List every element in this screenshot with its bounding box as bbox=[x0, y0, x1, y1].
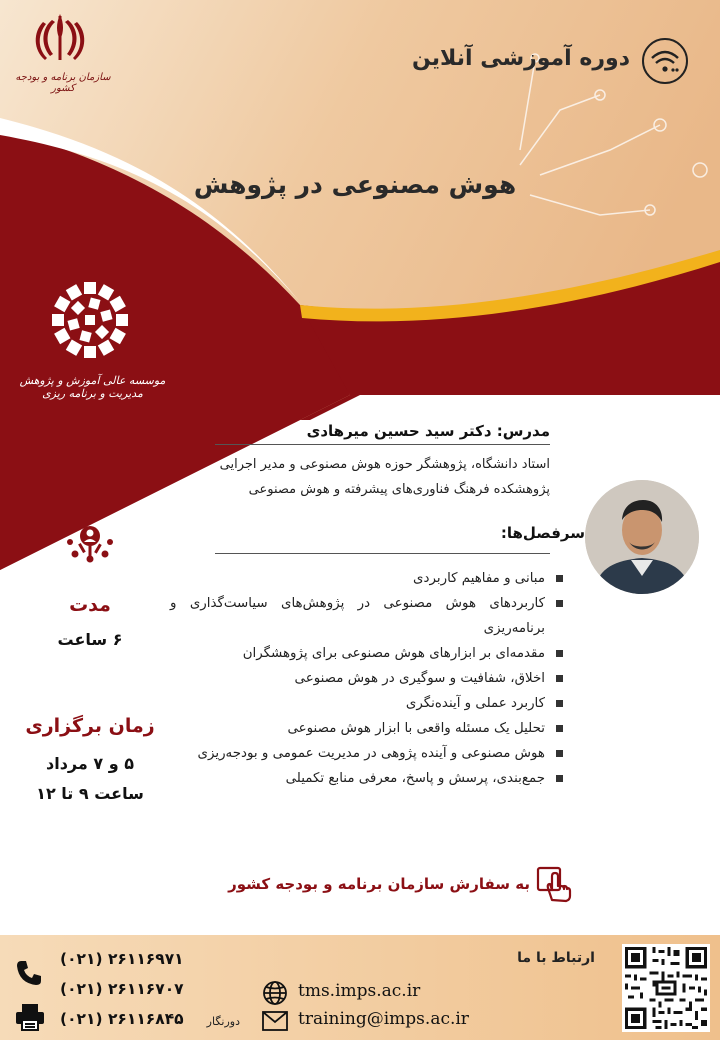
instructor-bio-line2: پژوهشکده فرهنگ فناوری‌های پیشرفته و هوش مصنوعی bbox=[248, 482, 550, 497]
list-item: اخلاق، شفافیت و سوگیری در هوش مصنوعی bbox=[170, 666, 565, 691]
phone-number-1[interactable]: (۰۲۱) ۲۶۱۱۶۹۷۱ bbox=[60, 950, 184, 968]
duration-label: مدت bbox=[69, 594, 111, 616]
hand-touch-icon bbox=[534, 864, 574, 904]
list-item: مقدمه‌ای بر ابزارهای هوش مصنوعی برای پژوهشگران bbox=[170, 641, 565, 666]
instructor-bio-line1: استاد دانشگاه، پژوهشگر حوزه هوش مصنوعی و مدیر اجرایی bbox=[219, 457, 550, 472]
qr-code-icon[interactable] bbox=[622, 944, 710, 1032]
mail-icon bbox=[262, 1011, 288, 1031]
sponsor-text: به سفارش سازمان برنامه و بودجه کشور bbox=[228, 875, 530, 893]
globe-icon bbox=[262, 980, 288, 1006]
list-item: مبانی و مفاهیم کاربردی bbox=[170, 566, 565, 591]
instructor-label: مدرس: bbox=[496, 422, 550, 440]
schedule-time: ساعت ۹ تا ۱۲ bbox=[36, 784, 144, 803]
gov-org-name: سازمان برنامه و بودجه کشور bbox=[15, 72, 111, 94]
iran-emblem-icon bbox=[30, 10, 90, 68]
phone-number-2[interactable]: (۰۲۱) ۲۶۱۱۶۷۰۷ bbox=[60, 980, 184, 998]
syllabus-divider bbox=[215, 553, 550, 554]
schedule-date: ۵ و ۷ مرداد bbox=[46, 754, 134, 773]
phone-icon bbox=[14, 958, 44, 988]
schedule-label: زمان برگزاری bbox=[25, 715, 155, 737]
institute-logo-icon bbox=[48, 278, 132, 362]
list-item: تحلیل یک مسئله واقعی با ابزار هوش مصنوعی bbox=[170, 716, 565, 741]
instructor-divider bbox=[215, 444, 550, 445]
list-item: جمع‌بندی، پرسش و پاسخ، معرفی منابع تکمیلی bbox=[170, 766, 565, 791]
instructor-bio bbox=[150, 452, 550, 502]
fax-label: دورنگار bbox=[206, 1015, 240, 1028]
duration-value: ۶ ساعت bbox=[57, 630, 123, 649]
instructor-name: دکتر سید حسین میرهادی bbox=[306, 422, 492, 440]
contact-label: ارتباط با ما bbox=[517, 950, 595, 966]
syllabus-list bbox=[170, 566, 565, 791]
instructor-photo bbox=[585, 480, 699, 594]
fax-icon bbox=[14, 1002, 46, 1032]
list-item: کاربردهای هوش مصنوعی در پژوهش‌های سیاست‌گذاری و برنامه‌ریزی bbox=[170, 591, 565, 641]
list-item: هوش مصنوعی و آینده پژوهی در مدیریت عمومی و بودجه‌ریزی bbox=[170, 741, 565, 766]
wifi-icon bbox=[640, 36, 690, 86]
website-link[interactable]: tms.imps.ac.ir bbox=[298, 981, 421, 1001]
course-title: هوش مصنوعی در پژوهش bbox=[193, 170, 517, 199]
fax-number[interactable]: (۰۲۱) ۲۶۱۱۶۸۴۵ bbox=[60, 1010, 184, 1028]
syllabus-label: سرفصل‌ها: bbox=[500, 524, 585, 542]
instructor-heading bbox=[230, 421, 550, 440]
list-item: کاربرد عملی و آینده‌نگری bbox=[170, 691, 565, 716]
course-type-title: دوره آموزشی آنلاین bbox=[411, 46, 630, 71]
duration-people-icon bbox=[66, 520, 114, 568]
email-link[interactable]: training@imps.ac.ir bbox=[298, 1009, 469, 1029]
institute-name: موسسه عالی آموزش و پژوهش مدیریت و برنامه ریزی bbox=[19, 374, 166, 400]
